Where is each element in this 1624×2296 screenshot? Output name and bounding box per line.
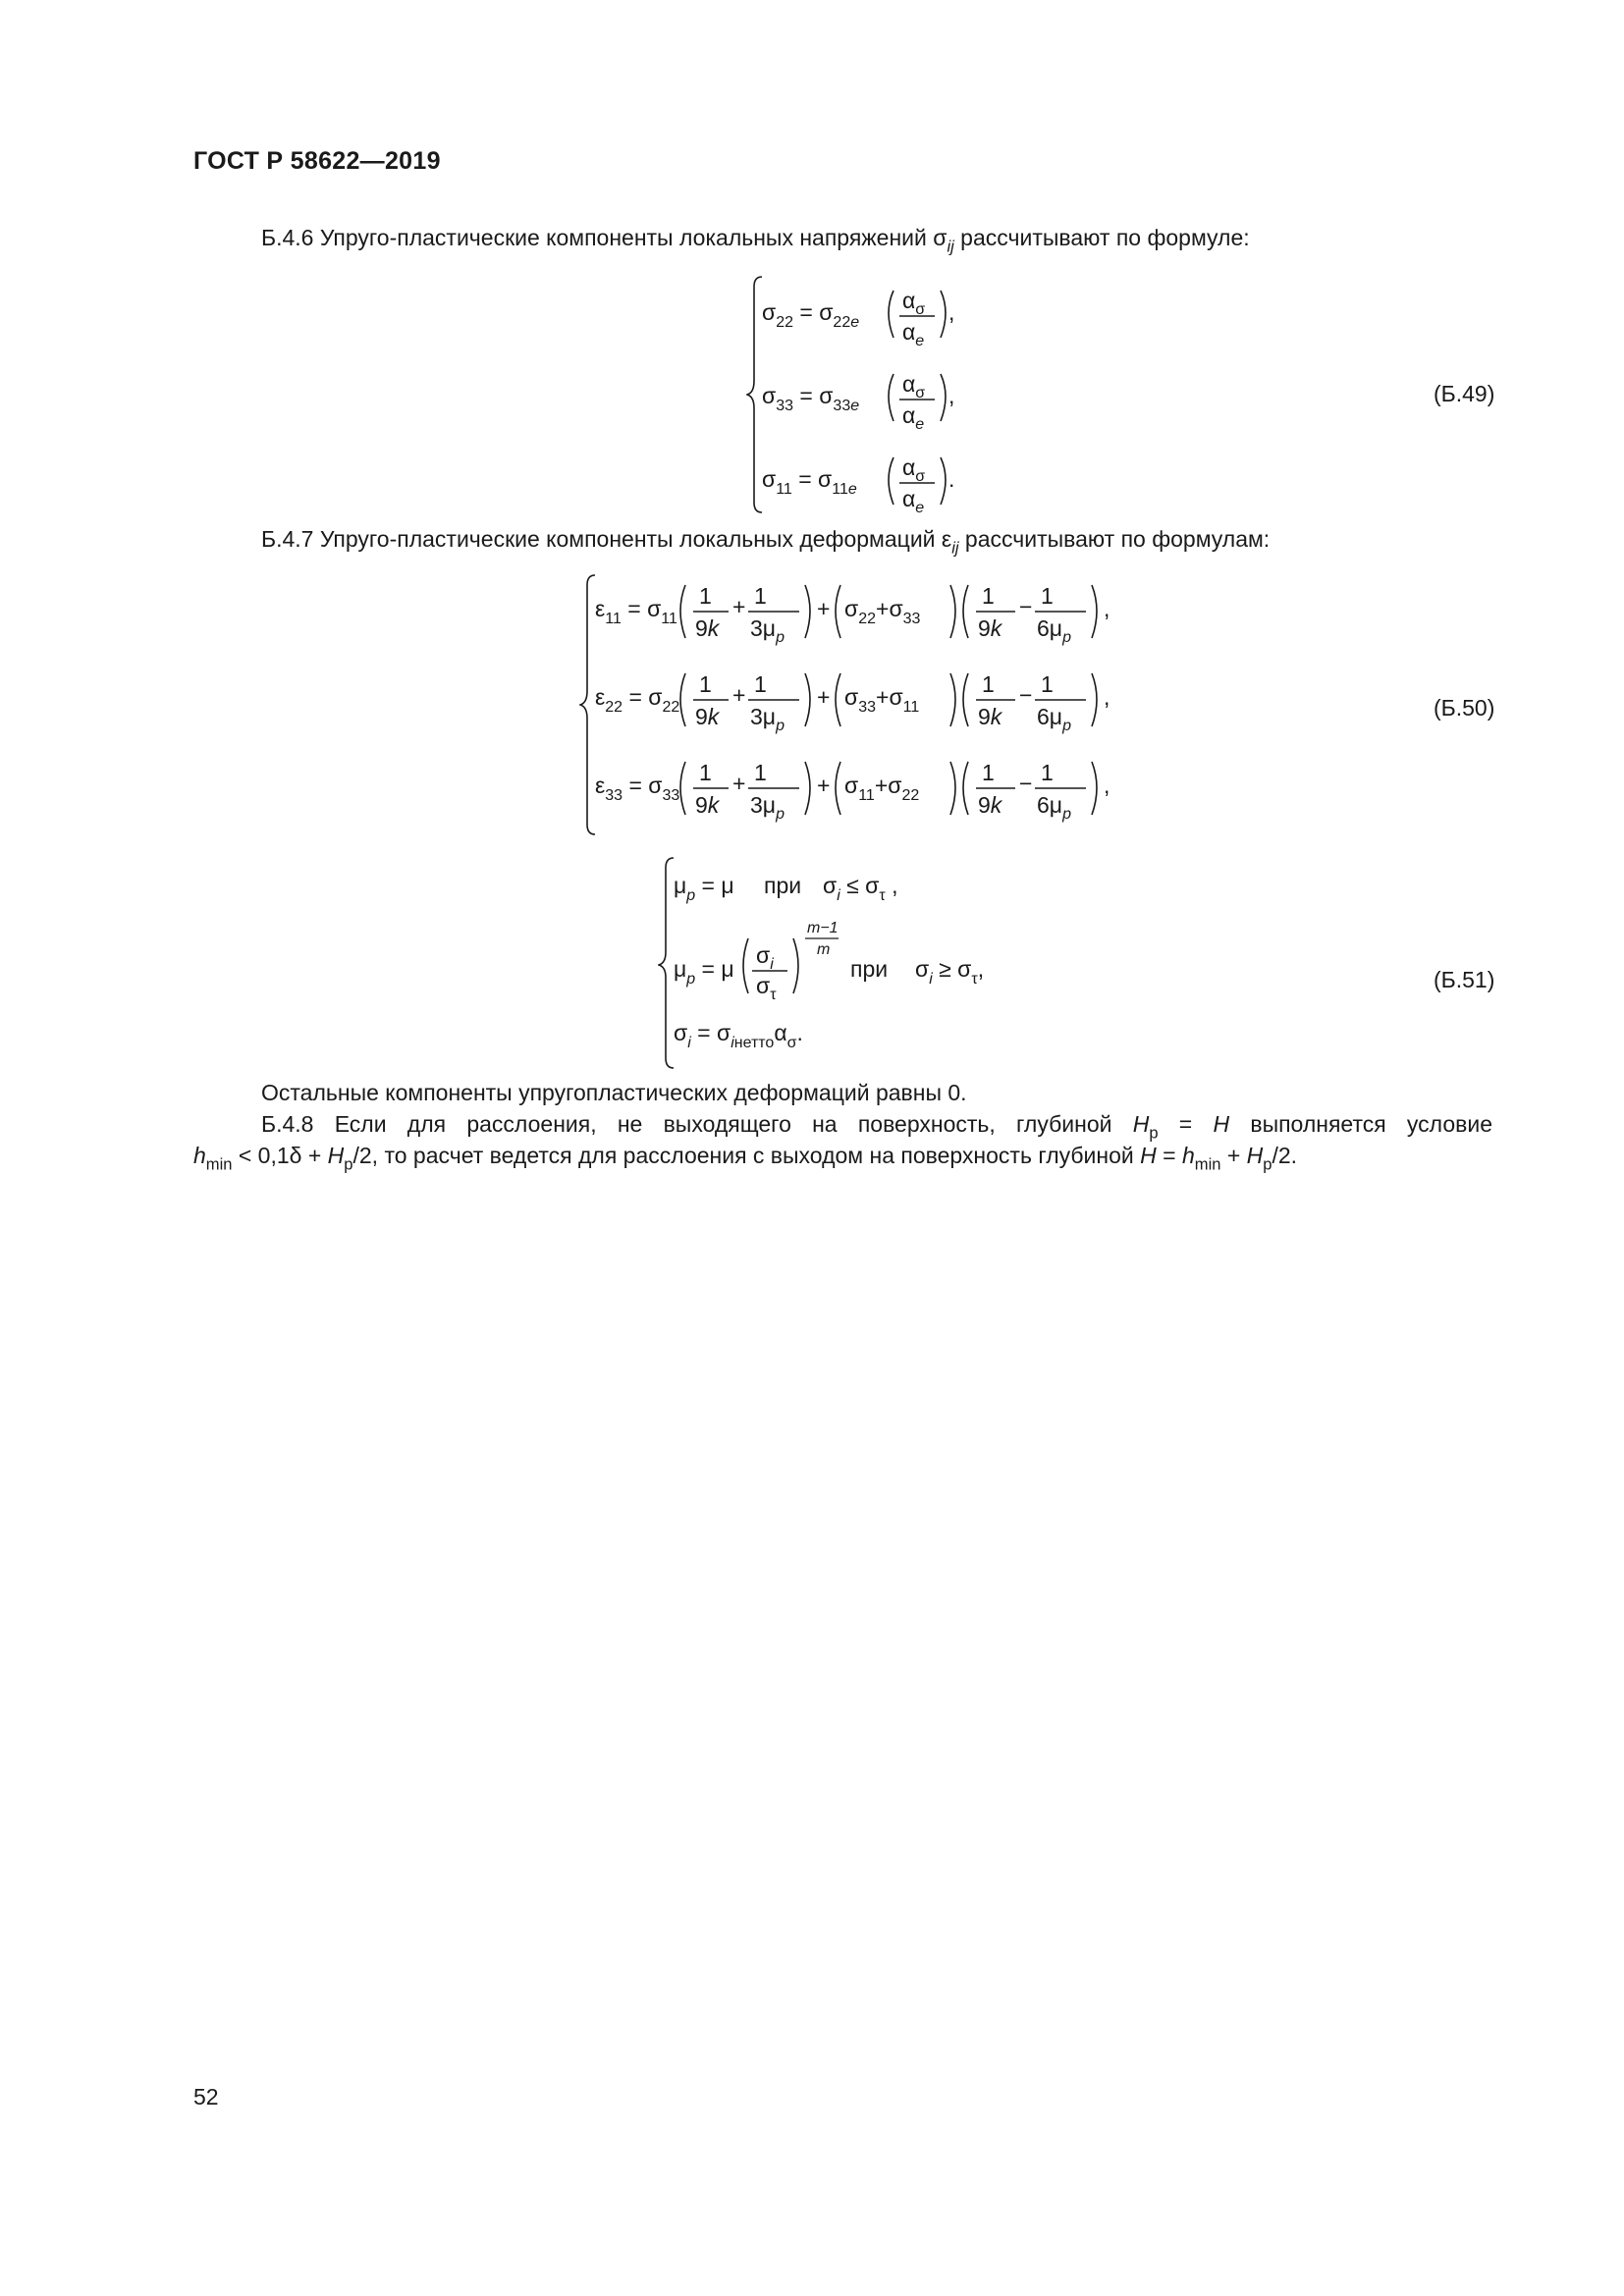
svg-text:σ11+σ22: $\sigma_{11}+\sigma_{22}$ [844, 773, 920, 804]
svg-text:−: − [1019, 682, 1033, 708]
eq49-row-1 [762, 288, 954, 349]
svg-text:−: − [1019, 771, 1033, 796]
svg-text:6μp: $6\mu_p$ [1037, 615, 1071, 646]
eq51-row-1: $\mu_p = \mu$ при $\sigma_i \le \sigma_\tau$ , [674, 873, 898, 904]
svg-text:σi: $\sigma_i$ [756, 942, 774, 973]
svg-text:,: , [1104, 684, 1110, 710]
svg-text:σ33 = σ33e: $\sigma_{33} = \sigma_{33}e$ [762, 383, 860, 414]
svg-text:1: 1 [1041, 671, 1054, 697]
equation-number-b49: (Б.49) [1434, 381, 1495, 406]
svg-text:σ11 = σ11e: $\sigma_{11} = \sigma_{11}e$ [762, 466, 857, 498]
svg-text:9k: 9k [695, 792, 720, 818]
svg-text:+: + [817, 684, 831, 710]
svg-text:1: 1 [754, 760, 767, 785]
svg-text:1: 1 [982, 760, 995, 785]
svg-text:9k: 9k [695, 615, 720, 641]
eq49-row-2 [762, 371, 954, 433]
svg-text:1: 1 [1041, 583, 1054, 609]
svg-text:σ33+σ11: $\sigma_{33}+\sigma_{11}$ [844, 684, 920, 716]
svg-text:,: , [1104, 773, 1110, 798]
svg-text:ασ: $\alpha_\sigma$ [902, 371, 926, 401]
svg-text:,: , [1104, 596, 1110, 621]
svg-text:+: + [732, 771, 746, 796]
svg-text:1: 1 [982, 671, 995, 697]
eq50-row-2 [595, 671, 1110, 734]
svg-text:3μp: $3\mu_p$ [750, 615, 785, 646]
svg-text:+: + [817, 773, 831, 798]
svg-text:при: при [850, 956, 889, 982]
svg-text:σ22 = σ22e: $\sigma_{22} = \sigma_{22}e$ [762, 299, 860, 331]
svg-text:σ22+σ33: $\sigma_{22}+\sigma_{33}$ [844, 596, 921, 627]
svg-text:3μp: $3\mu_p$ [750, 704, 785, 734]
svg-text:+: + [817, 596, 831, 621]
svg-text:ε22 = σ22: $\varepsilon_{22} = \sigma_{22}$ [595, 684, 680, 716]
svg-text:+: + [732, 682, 746, 708]
svg-text:σi ≥ στ,: $\sigma_i \ge \sigma_\tau$, [915, 956, 985, 988]
brace-b49 [747, 277, 762, 512]
svg-text:6μp: $6\mu_p$ [1037, 704, 1071, 734]
svg-text:στ: $\sigma_\tau$ [756, 973, 777, 1003]
svg-text:m: m [817, 941, 831, 958]
svg-text:6μp: $6\mu_p$ [1037, 792, 1071, 823]
paragraph-b48-line-1: Б.4.8 Если для расслоения, не выходящего на поверхность, глубиной $H_p = H$ выполняется условие [261, 1111, 1493, 1143]
paragraph-b46: Б.4.6 Упруго-пластические компоненты локальных напряжений $\sigma_{ij}$ рассчитывают по формуле: [261, 225, 1250, 256]
svg-text:,: , [948, 299, 955, 325]
svg-text:1: 1 [699, 671, 712, 697]
svg-text:ε33 = σ33: $\varepsilon_{33} = \sigma_{33}$ [595, 773, 680, 804]
svg-text:1: 1 [754, 671, 767, 697]
paragraph-rest-zero: Остальные компоненты упругопластических деформаций равны 0. [261, 1080, 967, 1105]
svg-text:1: 1 [754, 583, 767, 609]
svg-text:3μp: $3\mu_p$ [750, 792, 785, 823]
svg-text:ε11 = σ11: $\varepsilon_{11} = \sigma_{11}$ [595, 596, 677, 627]
document-header: ГОСТ Р 58622—2019 [193, 147, 441, 175]
eq50-row-1 [595, 583, 1110, 646]
eq50-row-3 [595, 760, 1110, 823]
svg-text:1: 1 [699, 760, 712, 785]
brace-b51 [659, 858, 674, 1068]
svg-text:1: 1 [699, 583, 712, 609]
brace-b50 [580, 575, 595, 834]
svg-text:+: + [732, 594, 746, 619]
svg-text:ασ: $\alpha_\sigma$ [902, 288, 926, 318]
eq51-row-2 [674, 920, 984, 1003]
svg-text:−: − [1019, 594, 1033, 619]
svg-text:αe: $\alpha_e$ [902, 486, 925, 516]
svg-text:1: 1 [1041, 760, 1054, 785]
equation-number-b51: (Б.51) [1434, 967, 1495, 992]
paragraph-b48-line-2: $h_{min} < 0,1\delta + H_p/2$, то расчет ведется для расслоения с выходом на поверхность глубиной $H = h_{min} + H_p/2$. [193, 1143, 1298, 1174]
svg-text:9k: 9k [978, 704, 1002, 729]
svg-text:,: , [948, 383, 955, 408]
eq49-row-3 [762, 454, 954, 516]
svg-text:αe: $\alpha_e$ [902, 319, 925, 349]
svg-text:1: 1 [982, 583, 995, 609]
equation-b49 [746, 273, 992, 516]
svg-text:μp = μ: $\mu_p = \mu$ [674, 956, 734, 988]
svg-text:.: . [948, 466, 955, 492]
equation-b50 [579, 571, 1129, 838]
svg-text:ασ: $\alpha_\sigma$ [902, 454, 926, 485]
svg-text:m−1: m−1 [807, 920, 839, 936]
svg-text:αe: $\alpha_e$ [902, 402, 925, 433]
equation-b51 [658, 854, 1051, 1072]
equation-number-b50: (Б.50) [1434, 695, 1495, 721]
svg-text:9k: 9k [695, 704, 720, 729]
eq51-row-3: $\sigma_i$ = $\sigma_iнетто\alpha_\sigma$. [674, 1020, 803, 1051]
page-number: 52 [193, 2084, 219, 2109]
paragraph-b47: Б.4.7 Упруго-пластические компоненты локальных деформаций $\varepsilon_{ij}$ рассчитывают по формулам: [261, 526, 1271, 558]
svg-text:9k: 9k [978, 615, 1002, 641]
svg-text:9k: 9k [978, 792, 1002, 818]
